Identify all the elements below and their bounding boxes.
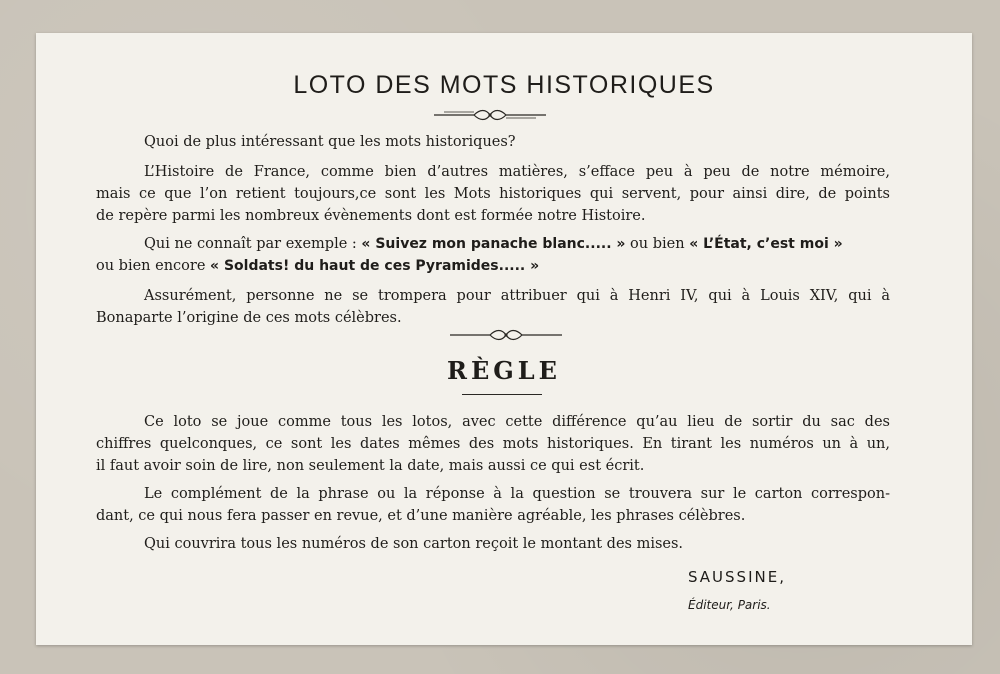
rule-card [36, 33, 972, 645]
rules-heading: RÈGLE [447, 356, 561, 385]
ornament-divider-top [434, 109, 546, 121]
intro-paragraph-2-line-1: L’Histoire de France, comme bien d’autres matières, s’efface peu à peu de notre mémoire, [144, 164, 890, 180]
publisher-name: SAUSSINE, [688, 568, 786, 586]
intro-paragraph-1: Quoi de plus intéressant que les mots historiques? [144, 134, 516, 150]
connector-text-2: ou bien encore [96, 258, 211, 274]
rules-paragraph-2-line-1: Le complément de la phrase ou la réponse à la question se trouvera sur le carton correspon- [144, 486, 890, 502]
intro-paragraph-4-line-2: Bonaparte l’origine de ces mots célèbres. [96, 310, 402, 326]
publisher-place: Éditeur, Paris. [688, 598, 771, 612]
rules-paragraph-1-line-1: Ce loto se joue comme tous les lotos, avec cette différence qu’au lieu de sortir du sac des [144, 414, 890, 430]
quote-etat: « L’État, c’est moi » [689, 236, 843, 252]
rules-paragraph-1-line-2: chiffres quelconques, ce sont les dates mêmes des mots historiques. En tirant les numéros un à un, [96, 436, 890, 452]
rules-heading-underline [462, 394, 542, 395]
intro-paragraph-4-line-1: Assurément, personne ne se trompera pour attribuer qui à Henri IV, qui à Louis XIV, qui à [144, 288, 890, 304]
intro-paragraph-3-line-1 [144, 233, 843, 255]
intro-paragraph-2-line-3: de repère parmi les nombreux évènements dont est formée notre Histoire. [96, 208, 646, 224]
quote-pyramides: « Soldats! du haut de ces Pyramides..... » [210, 258, 540, 274]
intro-paragraph-3-line-2 [96, 255, 539, 277]
rules-paragraph-1-line-3: il faut avoir soin de lire, non seulement la date, mais aussi ce qui est écrit. [96, 458, 645, 474]
rules-paragraph-3: Qui couvrira tous les numéros de son carton reçoit le montant des mises. [144, 536, 684, 552]
rules-paragraph-2-line-2: dant, ce qui nous fera passer en revue, et d’une manière agréable, les phrases célèbres. [96, 508, 746, 524]
connector-text: ou bien [625, 236, 690, 252]
page-title: LOTO DES MOTS HISTORIQUES [293, 71, 715, 99]
ornament-divider-middle [450, 329, 562, 341]
example-intro-text: Qui ne connaît par exemple : [144, 236, 362, 252]
quote-panache: « Suivez mon panache blanc..... » [361, 236, 626, 252]
intro-paragraph-2-line-2: mais ce que l’on retient toujours,ce sont les Mots historiques qui servent, pour ainsi dire, de points [96, 186, 890, 202]
